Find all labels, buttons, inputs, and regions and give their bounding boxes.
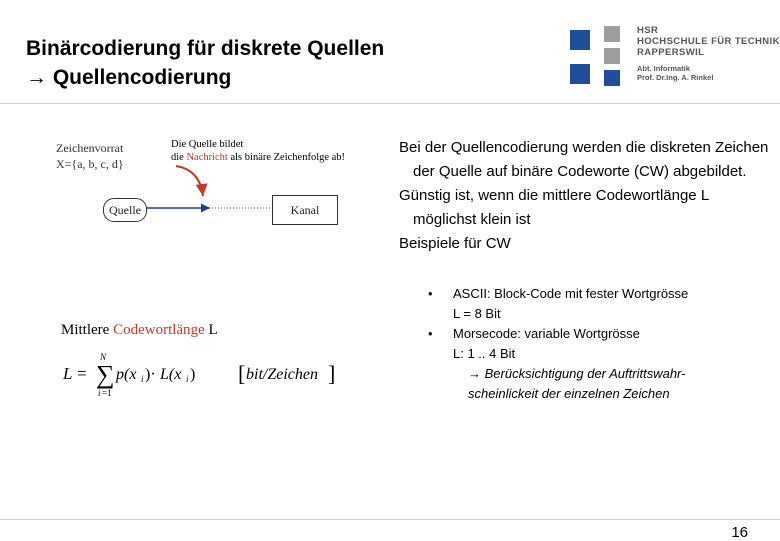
- note-arrow: [176, 166, 203, 196]
- cw-examples-list: [428, 284, 688, 404]
- svg-text:L: L: [63, 364, 73, 383]
- source-node: Quelle: [103, 198, 147, 222]
- page-number: 16: [731, 524, 748, 541]
- mean-codeword-length-label: [61, 322, 218, 339]
- note-highlight: Nachricht: [186, 152, 228, 163]
- ascii-line1: ASCII: Block-Code mit fester Wortgrösse: [453, 286, 689, 301]
- logo-square-gray-2: [604, 48, 620, 64]
- logo-square-blue-2: [570, 64, 590, 84]
- morse-line1: Morsecode: variable Wortgrösse: [453, 326, 640, 341]
- svg-text:]: ]: [328, 361, 336, 386]
- probability-note-line1: → Berücksichtigung der Auftrittswahr-: [468, 366, 686, 381]
- svg-text:∑: ∑: [96, 360, 115, 389]
- mcl-suffix: L: [204, 322, 218, 338]
- probability-note: [428, 364, 688, 404]
- mcl-prefix: Mittlere: [61, 322, 114, 338]
- logo-sub1: Abt. Informatik: [637, 64, 690, 73]
- svg-text:=1: =1: [102, 388, 112, 398]
- paragraph-1: Bei der Quellencodierung werden die diskreten Zeichen der Quelle auf binäre Codeworte (CW) abgebildet.: [399, 139, 769, 180]
- logo-subtext: [637, 64, 713, 82]
- logo-line3: RAPPERSWIL: [637, 47, 705, 58]
- probability-note-line2: scheinlickeit der einzelnen Zeichen: [468, 386, 670, 401]
- svg-text:): ): [190, 366, 196, 383]
- svg-text:i: i: [141, 374, 144, 384]
- svg-text:=: =: [77, 364, 87, 383]
- mcl-highlight: Codewortlänge: [113, 322, 205, 338]
- svg-text:i: i: [98, 388, 101, 398]
- zeichenvorrat-line1: Zeichenvorrat: [56, 141, 124, 155]
- svg-text:)·: )·: [145, 366, 156, 383]
- note-suffix: als binäre Zeichenfolge ab!: [227, 152, 346, 163]
- ascii-line2: L = 8 Bit: [453, 306, 501, 321]
- svg-text:i: i: [186, 374, 189, 384]
- list-item-ascii: [428, 284, 688, 324]
- logo-line2: HOCHSCHULE FÜR TECHNIK: [637, 36, 780, 47]
- morse-line2: L: 1 .. 4 Bit: [453, 346, 516, 361]
- svg-text:[: [: [238, 361, 246, 386]
- paragraph-3: Beispiele für CW: [399, 235, 511, 252]
- logo-sub2: Prof. Dr.Ing. A. Rinkel: [637, 73, 714, 82]
- paragraph-2: Günstig ist, wenn die mittlere Codewortlänge L möglichst klein ist: [399, 187, 709, 228]
- bullet-dot: •: [428, 286, 433, 301]
- list-item-morse: [428, 324, 688, 364]
- note-prefix: die: [171, 152, 187, 163]
- logo-square-blue-1: [570, 30, 590, 50]
- footer-divider: [0, 519, 780, 520]
- logo-line1: HSR: [637, 25, 659, 36]
- explanation-text: [399, 136, 769, 256]
- channel-node: Kanal: [272, 195, 338, 225]
- slide-title-line2: → Quellencodierung: [26, 66, 232, 89]
- svg-text:bit/Zeichen: bit/Zeichen: [246, 366, 318, 383]
- bullet-dot: •: [428, 326, 433, 341]
- zeichenvorrat-line2: X={a, b, c, d}: [56, 157, 124, 171]
- logo-square-gray-1: [604, 26, 620, 42]
- logo-text: [637, 25, 780, 58]
- svg-text:L(x: L(x: [160, 366, 182, 383]
- svg-text:p(x: p(x: [116, 366, 137, 383]
- source-note-line1: Die Quelle bildet: [171, 139, 244, 150]
- mean-length-formula: [60, 350, 350, 400]
- svg-text:N: N: [100, 352, 107, 362]
- logo-square-blue-3: [604, 70, 620, 86]
- diagram-connectors: [0, 0, 400, 260]
- slide-title-line1: Binärcodierung für diskrete Quellen: [26, 37, 385, 60]
